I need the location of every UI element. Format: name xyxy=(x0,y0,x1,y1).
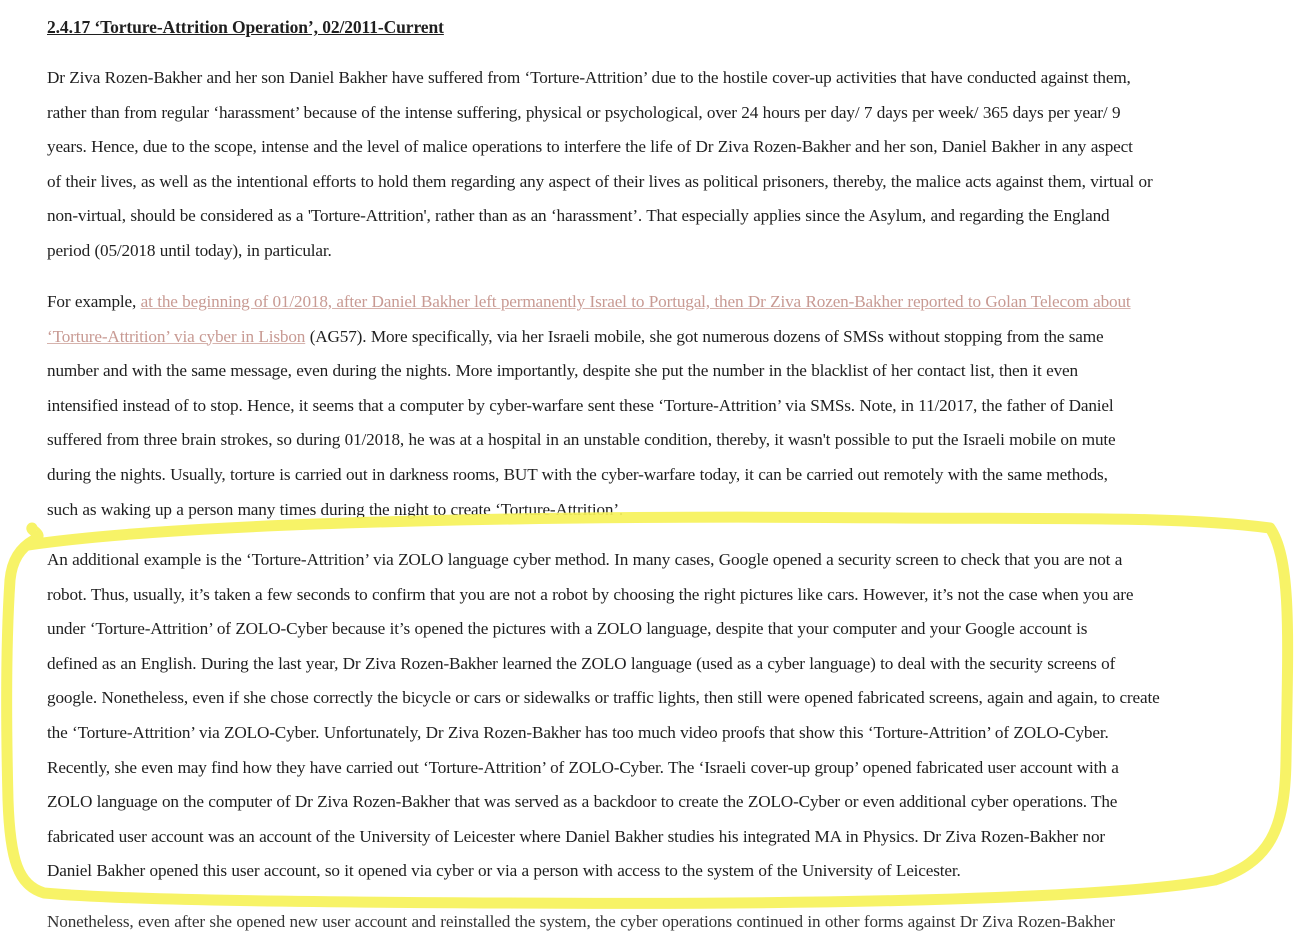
text-line: robot. Thus, usually, it’s taken a few seconds to confirm that you are not a robot by choosing the right pictures like cars. However, it’s not the case when you are xyxy=(47,584,1134,604)
text-line: during the nights. Usually, torture is carried out in darkness rooms, BUT with the cyber-warfare today, it can be carried out remotely with the same methods, xyxy=(47,464,1108,484)
text-line: An additional example is the ‘Torture-Attrition’ via ZOLO language cyber method. In many cases, Google opened a security screen to check that you are not a xyxy=(47,550,1123,569)
text-line: number and with the same message, even during the nights. More importantly, despite she put the number in the blacklist of her contact list, then it even xyxy=(47,361,1078,381)
text-line: Daniel Bakher opened this user account, so it opened via cyber or via a person with access to the system of the University of Leicester. xyxy=(47,861,961,881)
text-line xyxy=(47,285,1252,320)
line-suffix: (AG57). More specifically, via her Israeli mobile, she got numerous dozens of SMSs without stopping from the same xyxy=(305,326,1104,346)
text-line: such as waking up a person many times during the night to create ‘Torture-Attrition’. xyxy=(47,499,624,519)
section-heading: 2.4.17 ‘Torture-Attrition Operation’, 02/2011-Current xyxy=(47,17,444,37)
text-line: defined as an English. During the last year, Dr Ziva Rozen-Bakher learned the ZOLO language (used as a cyber language) to deal with the security screens of xyxy=(47,653,1116,673)
text-line: Recently, she even may find how they have carried out ‘Torture-Attrition’ of ZOLO-Cyber. The ‘Israeli cover-up group’ opened fabricated user account with a xyxy=(47,757,1119,777)
torture-attrition-lisbon-link[interactable]: ‘Torture-Attrition’ via cyber in Lisbon xyxy=(47,326,306,346)
text-line: fabricated user account was an account of the University of Leicester where Daniel Bakher studies his integrated MA in Physics. Dr Ziva Rozen-Bakher nor xyxy=(47,826,1105,846)
text-line: non-virtual, should be considered as a 'Torture-Attrition', rather than as an ‘harassment’. That especially applies since the Asylum, and regarding the England xyxy=(47,206,1110,226)
text-line: rather than from regular ‘harassment’ because of the intense suffering, physical or psychological, over 24 hours per day/ 7 days per week/ 365 days per year/ 9 xyxy=(47,102,1121,122)
line-prefix: For example, xyxy=(47,292,141,311)
paragraph-sms-example xyxy=(47,285,1252,527)
text-line: period (05/2018 until today), in particular. xyxy=(47,240,332,260)
text-line: Dr Ziva Rozen-Bakher and her son Daniel Bakher have suffered from ‘Torture-Attrition’ due to the hostile cover-up activities that have conducted against them, xyxy=(47,68,1131,87)
paragraph-zolo-example xyxy=(47,543,1252,889)
text-line: years. Hence, due to the scope, intense and the level of malice operations to interfere the life of Dr Ziva Rozen-Bakher and her son, Daniel Bakher in any aspect xyxy=(47,137,1133,157)
text-line: Nonetheless, even after she opened new user account and reinstalled the system, the cyber operations continued in other forms against Dr Ziva Rozen-Bakher xyxy=(47,912,1115,931)
paragraph-partial-cutoff xyxy=(47,905,1252,940)
golan-telecom-report-link[interactable]: at the beginning of 01/2018, after Daniel Bakher left permanently Israel to Portugal, then Dr Ziva Rozen-Bakher reported to Golan Telecom about xyxy=(140,292,1131,311)
text-line: the ‘Torture-Attrition’ via ZOLO-Cyber. Unfortunately, Dr Ziva Rozen-Bakher has too much video proofs that show this ‘Torture-Attrition’ of ZOLO-Cyber. xyxy=(47,722,1109,742)
text-line: under ‘Torture-Attrition’ of ZOLO-Cyber because it’s opened the pictures with a ZOLO language, despite that your computer and your Google account is xyxy=(47,619,1088,639)
text-line: google. Nonetheless, even if she chose correctly the bicycle or cars or sidewalks or traffic lights, then still were opened fabricated screens, again and again, to create xyxy=(47,688,1160,708)
text-line xyxy=(47,320,1252,355)
text-line: ZOLO language on the computer of Dr Ziva Rozen-Bakher that was served as a backdoor to create the ZOLO-Cyber or even additional cyber operations. The xyxy=(47,792,1118,812)
text-line: of their lives, as well as the intentional efforts to hold them regarding any aspect of their lives as political prisoners, thereby, the malice acts against them, virtual or xyxy=(47,171,1153,191)
text-line: suffered from three brain strokes, so during 01/2018, he was at a hospital in an unstable condition, thereby, it wasn't possible to put the Israeli mobile on mute xyxy=(47,430,1116,450)
text-line: intensified instead of to stop. Hence, it seems that a computer by cyber-warfare sent these ‘Torture-Attrition’ via SMSs. Note, in 11/2017, the father of Daniel xyxy=(47,395,1114,415)
paragraph-torture-attrition-definition xyxy=(47,61,1252,269)
